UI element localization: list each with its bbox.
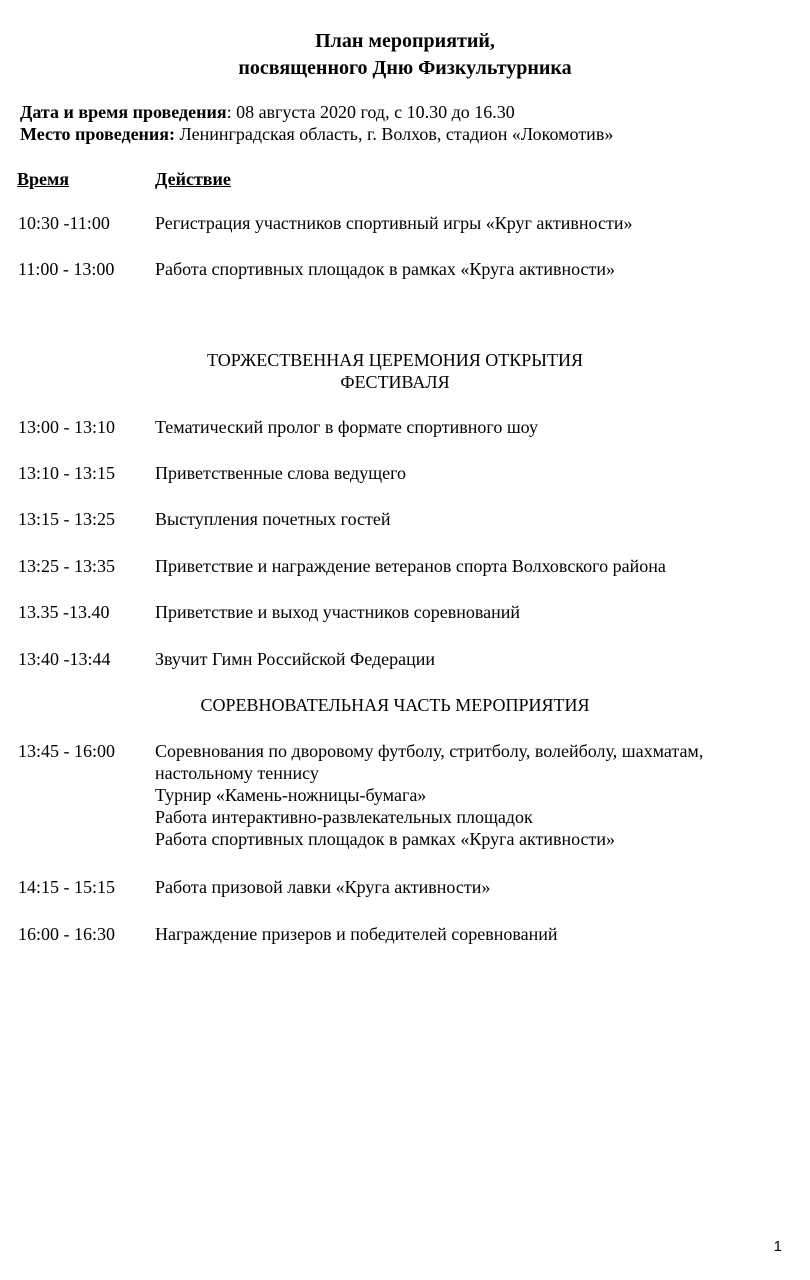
row-action: Приветственные слова ведущего — [155, 463, 406, 483]
date-line — [20, 101, 800, 123]
row-time: 11:00 - 13:00 — [18, 259, 115, 279]
title-line-1: План мероприятий, — [315, 30, 495, 52]
section-heading-competition: СОРЕВНОВАТЕЛЬНАЯ ЧАСТЬ МЕРОПРИЯТИЯ — [200, 695, 590, 715]
row-action: Регистрация участников спортивный игры «Круг активности» — [155, 213, 633, 233]
row-action: Выступления почетных гостей — [155, 509, 391, 529]
row-action: Тематический пролог в формате спортивного шоу — [155, 417, 539, 437]
row-time: 13.35 -13.40 — [18, 602, 110, 622]
row-time: 13:15 - 13:25 — [18, 509, 115, 529]
title-line-2: посвященного Дню Физкультурника — [238, 57, 572, 79]
event-meta — [20, 101, 800, 145]
row-action: Соревнования по дворовому футболу, стритболу, волейболу, шахматам, настольному теннису Турнир «Камень-ножницы-бумага» Работа интерактивно-развлекательных площадок Работа спортивных площадок в рамках «Круга активности» — [155, 741, 704, 849]
row-action: Работа спортивных площадок в рамках «Круга активности» — [155, 259, 616, 279]
row-time: 13:10 - 13:15 — [18, 463, 115, 483]
row-time: 13:25 - 13:35 — [18, 556, 115, 576]
row-action: Приветствие и награждение ветеранов спорта Волховского района — [155, 556, 666, 576]
date-value: : 08 августа 2020 год, с 10.30 до 16.30 — [226, 102, 515, 122]
row-time: 14:15 - 15:15 — [18, 877, 115, 897]
row-action: Звучит Гимн Российской Федерации — [155, 649, 436, 669]
place-value: Ленинградская область, г. Волхов, стадион «Локомотив» — [175, 124, 614, 144]
place-line — [20, 123, 800, 145]
time-column-header: Время — [17, 169, 70, 189]
row-time: 13:40 -13:44 — [18, 649, 111, 669]
row-action: Работа призовой лавки «Круга активности» — [155, 877, 491, 897]
row-time: 13:45 - 16:00 — [18, 741, 115, 761]
row-time: 10:30 -11:00 — [18, 213, 110, 233]
section-heading-ceremony: ТОРЖЕСТВЕННАЯ ЦЕРЕМОНИЯ ОТКРЫТИЯ ФЕСТИВАЛЯ — [207, 350, 583, 392]
page-number: 1 — [773, 1238, 782, 1255]
document-title — [0, 28, 810, 82]
action-column-header: Действие — [155, 169, 231, 189]
row-time: 13:00 - 13:10 — [18, 417, 115, 437]
place-label: Место проведения: — [20, 124, 176, 144]
row-action: Приветствие и выход участников соревнований — [155, 602, 521, 622]
date-label: Дата и время проведения — [20, 102, 227, 122]
row-action: Награждение призеров и победителей соревнований — [155, 924, 558, 944]
row-time: 16:00 - 16:30 — [18, 924, 115, 944]
